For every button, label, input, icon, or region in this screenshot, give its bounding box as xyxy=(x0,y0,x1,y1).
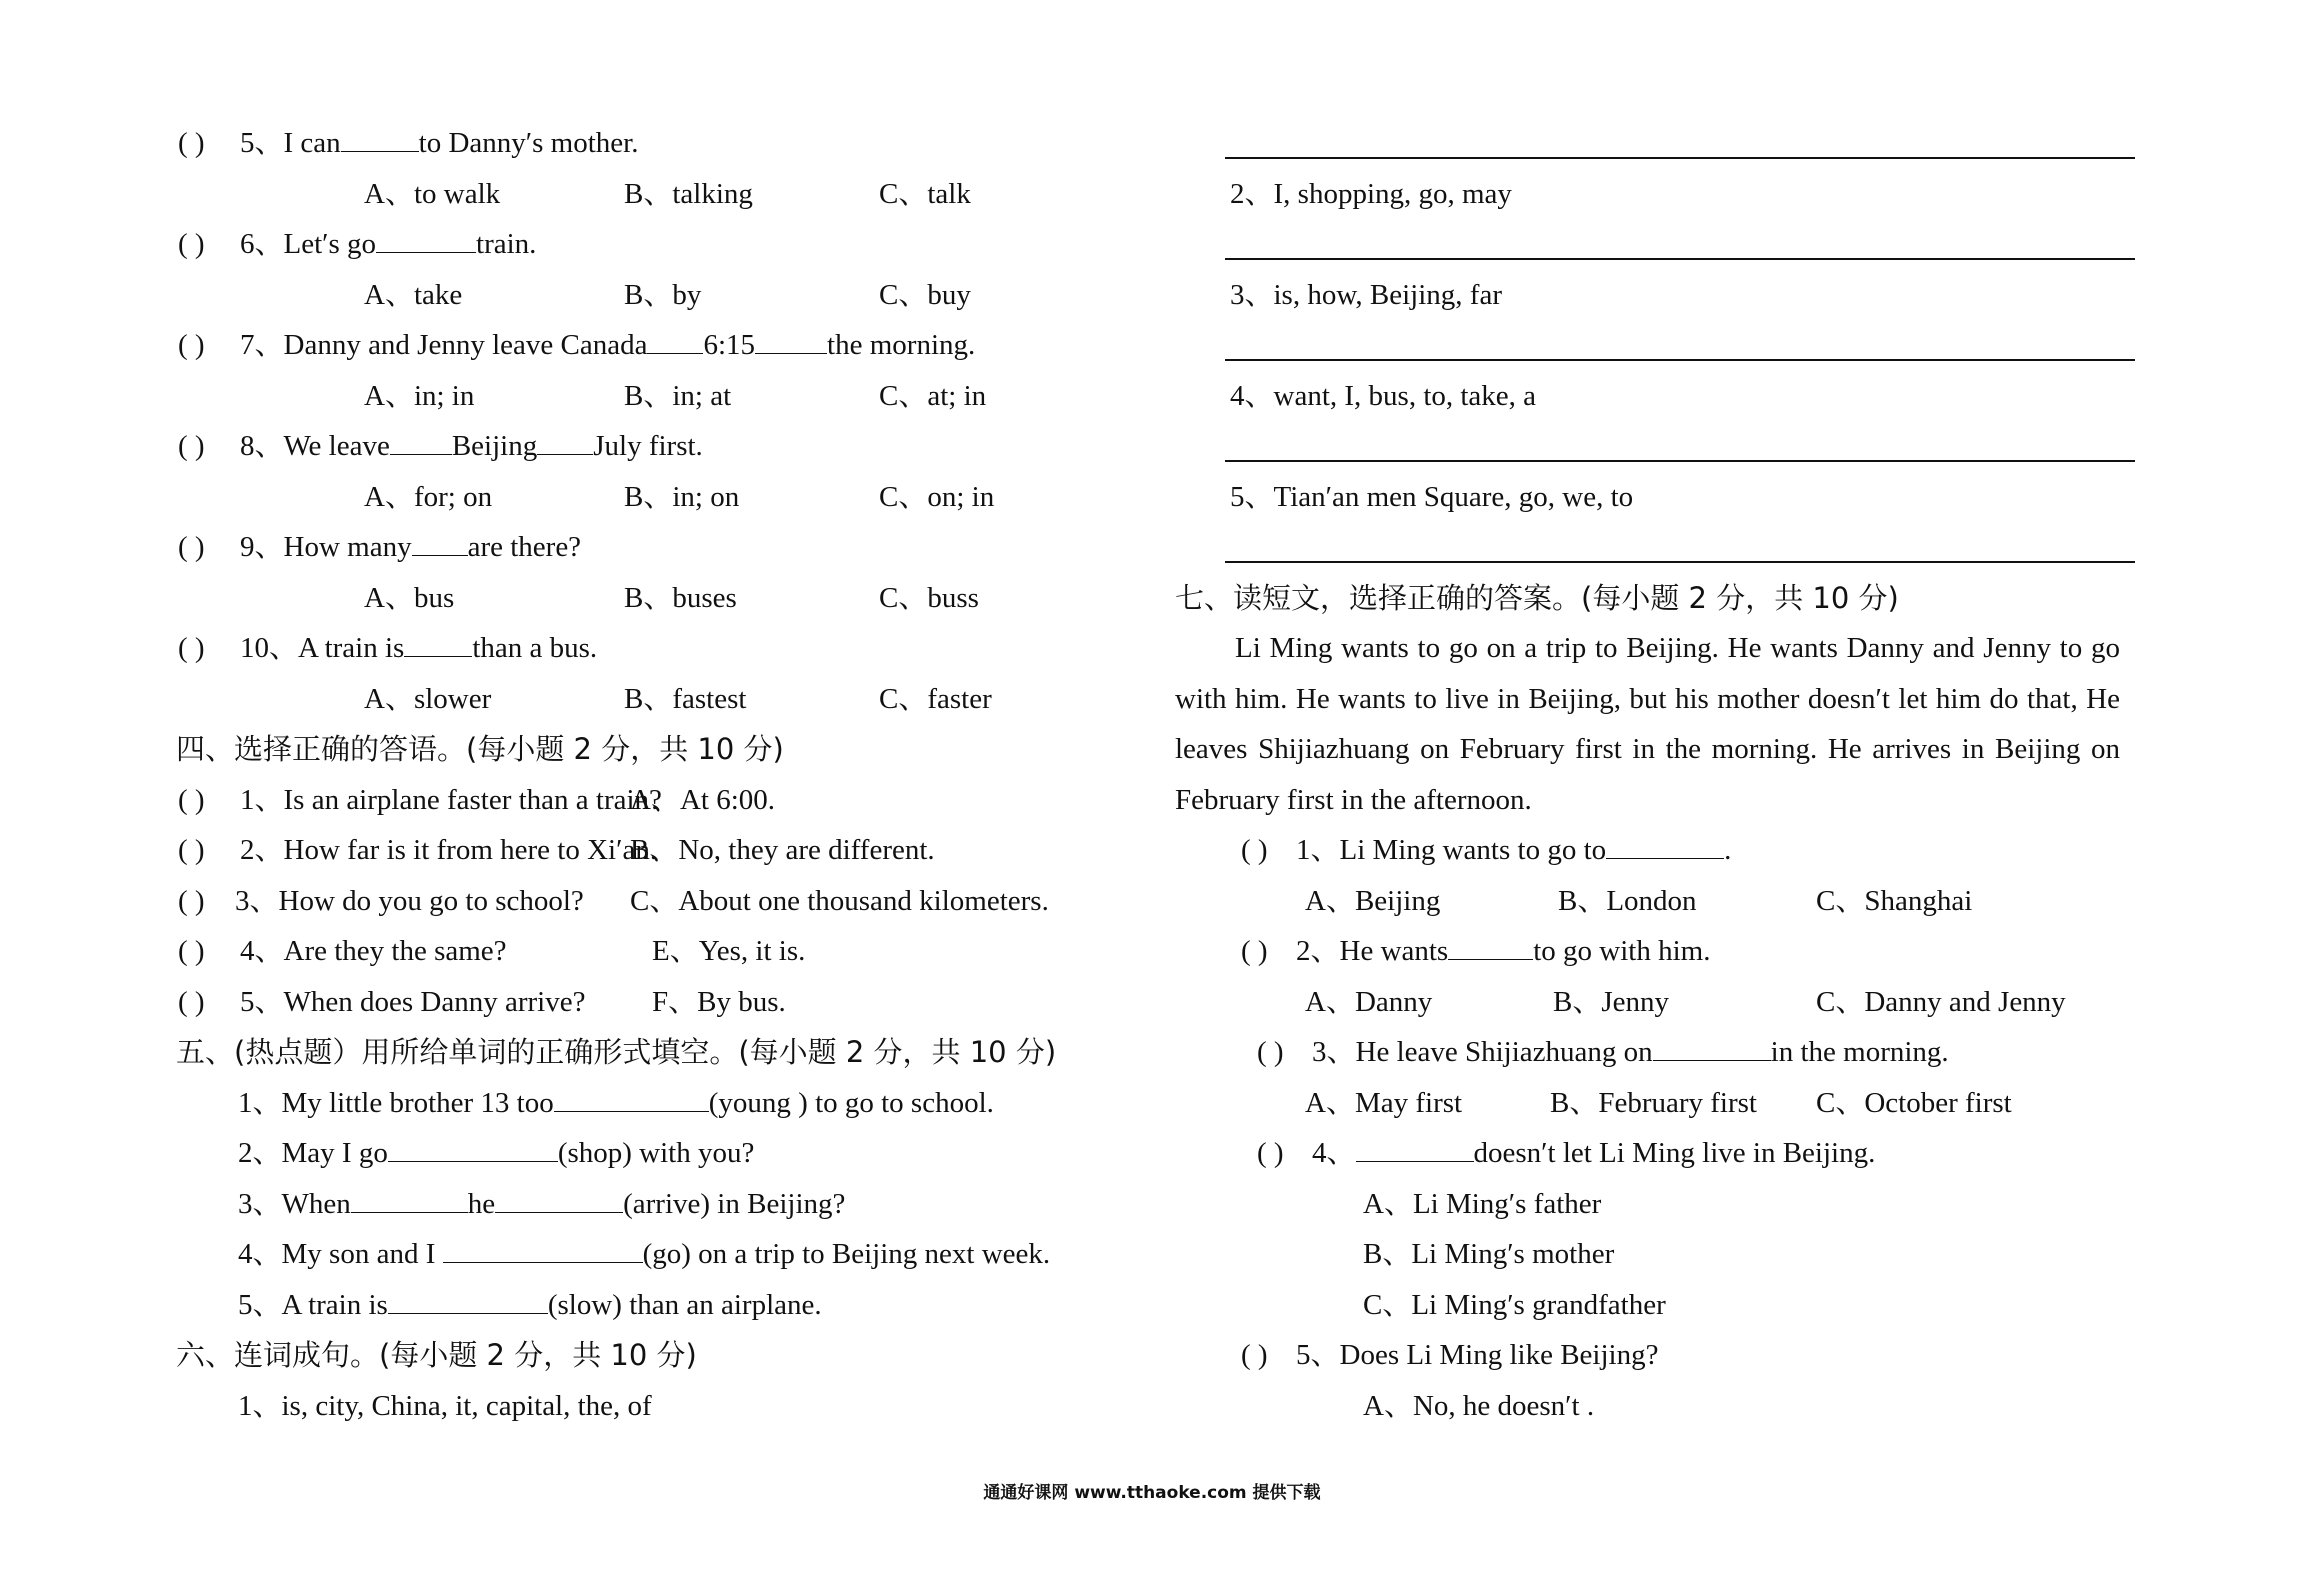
fill-line: 1、My little brother 13 too (young ) to go to school. xyxy=(178,1078,1138,1129)
question-line: ( ) 8、We leave Beijing July first. xyxy=(178,421,1138,472)
right-column xyxy=(1175,118,2135,1431)
reorder-line: 3、is, how, Beijing, far xyxy=(1230,278,1502,311)
answer-paren[interactable]: ( ) xyxy=(178,531,205,563)
matching-line: ( ) 3、How do you go to school? C、About one thousand kilometers. xyxy=(178,876,1138,927)
section-heading: 六、连词成句。(每小题 2 分，共 10 分) xyxy=(176,1338,697,1372)
matching-line: ( ) 5、When does Danny arrive? F、By bus. xyxy=(178,977,1138,1028)
question-line: ( ) 7、Danny and Jenny leave Canada 6:15 the morning. xyxy=(178,320,1138,371)
option-line: A、No, he doesn′t . xyxy=(1363,1389,1595,1422)
blank[interactable] xyxy=(1356,1131,1474,1162)
blank[interactable] xyxy=(351,1182,468,1213)
answer-paren[interactable]: ( ) xyxy=(1257,1036,1284,1068)
answer-paren[interactable]: ( ) xyxy=(178,329,205,361)
reading-passage: Li Ming wants to go on a trip to Beijing. He wants Danny and Jenny to go with him. He wants to live in Beijing, but his mother doesn′t let him do that, He leaves Shijiazhuang on February first in the morning. He arrives in Beijing on February first in the afternoon. xyxy=(1175,632,2120,816)
footer-credit: 通通好课网 www.tthaoke.com 提供下载 xyxy=(983,1483,1321,1503)
blank[interactable] xyxy=(1653,1030,1771,1061)
answer-paren[interactable]: ( ) xyxy=(178,783,205,816)
blank[interactable] xyxy=(390,424,452,455)
options-line: A、take B、by C、buy xyxy=(364,278,971,311)
section-heading: 四、选择正确的答语。(每小题 2 分，共 10 分) xyxy=(176,732,784,766)
answer-paren[interactable]: ( ) xyxy=(178,884,205,917)
fill-line: 4、My son and I (go) on a trip to Beijing next week. xyxy=(178,1229,1138,1280)
matching-line: ( ) 4、Are they the same? E、Yes, it is. xyxy=(178,926,1138,977)
blank[interactable] xyxy=(341,121,419,152)
option-line: A、Li Ming′s father xyxy=(1363,1187,1602,1220)
reorder-line: 1、is, city, China, it, capital, the, of xyxy=(238,1389,652,1422)
options-line: A、bus B、buses C、buss xyxy=(364,581,979,614)
answer-line[interactable] xyxy=(1175,522,2135,573)
reorder-line: 4、want, I, bus, to, take, a xyxy=(1230,379,1537,412)
blank[interactable] xyxy=(412,525,468,556)
options-line: A、May first B、February first C、October first xyxy=(1305,1086,2012,1119)
answer-line[interactable] xyxy=(1175,320,2135,371)
options-line: A、Beijing B、London C、Shanghai xyxy=(1305,884,1973,917)
answer-line[interactable] xyxy=(1175,421,2135,472)
options-line: A、Danny B、Jenny C、Danny and Jenny xyxy=(1305,985,2066,1018)
answer-paren[interactable]: ( ) xyxy=(178,228,205,260)
blank[interactable] xyxy=(1606,828,1724,859)
answer-paren[interactable]: ( ) xyxy=(1241,834,1268,866)
blank[interactable] xyxy=(647,323,703,354)
reorder-line: 2、I, shopping, go, may xyxy=(1230,177,1512,210)
question-line: ( ) 1、Li Ming wants to go to . xyxy=(1175,825,2135,876)
answer-paren[interactable]: ( ) xyxy=(1241,1339,1268,1371)
matching-line: ( ) 2、How far is it from here to Xi′an.B、No, they are different. xyxy=(178,825,1138,876)
question-line: ( ) 5、I can to Danny′s mother. xyxy=(178,118,1138,169)
question-line: ( ) 6、Let′s go train. xyxy=(178,219,1138,270)
answer-line[interactable] xyxy=(1175,118,2135,169)
blank[interactable] xyxy=(755,323,827,354)
fill-line: 2、May I go (shop) with you? xyxy=(178,1128,1138,1179)
question-line: ( ) 3、He leave Shijiazhuang on in the morning. xyxy=(1175,1027,2135,1078)
section-heading: 五、(热点题）用所给单词的正确形式填空。(每小题 2 分，共 10 分) xyxy=(176,1035,1057,1069)
question-line: ( ) 9、How many are there? xyxy=(178,522,1138,573)
fill-line: 3、When he (arrive) in Beijing? xyxy=(178,1179,1138,1230)
fill-line: 5、A train is (slow) than an airplane. xyxy=(178,1280,1138,1331)
blank[interactable] xyxy=(388,1131,558,1162)
question-line: ( ) 4、 doesn′t let Li Ming live in Beijing. xyxy=(1175,1128,2135,1179)
option-line: B、Li Ming′s mother xyxy=(1363,1238,1615,1270)
options-line: A、in; in B、in; at C、at; in xyxy=(364,379,987,412)
answer-paren[interactable]: ( ) xyxy=(178,834,205,866)
blank[interactable] xyxy=(554,1081,709,1112)
answer-paren[interactable]: ( ) xyxy=(178,430,205,462)
answer-paren[interactable]: ( ) xyxy=(178,632,205,664)
blank[interactable] xyxy=(495,1182,623,1213)
answer-paren[interactable]: ( ) xyxy=(178,127,205,159)
options-line: A、slower B、fastest C、faster xyxy=(364,682,992,715)
section-heading: 七、读短文，选择正确的答案。(每小题 2 分，共 10 分) xyxy=(1175,580,1899,615)
blank[interactable] xyxy=(1448,929,1533,960)
reorder-line: 5、Tian′an men Square, go, we, to xyxy=(1230,480,1634,513)
left-column xyxy=(178,118,1138,1431)
answer-paren[interactable]: ( ) xyxy=(178,985,205,1018)
blank[interactable] xyxy=(388,1283,548,1314)
matching-line: ( ) 1、Is an airplane faster than a train?A、At 6:00. xyxy=(178,775,1138,826)
answer-paren[interactable]: ( ) xyxy=(178,935,205,967)
option-line: C、Li Ming′s grandfather xyxy=(1363,1288,1666,1321)
question-line: ( ) 2、He wants to go with him. xyxy=(1175,926,2135,977)
blank[interactable] xyxy=(537,424,593,455)
blank[interactable] xyxy=(376,222,476,253)
answer-paren[interactable]: ( ) xyxy=(1257,1137,1284,1169)
options-line: A、to walk B、talking C、talk xyxy=(364,177,971,210)
question-line: ( ) 10、A train is than a bus. xyxy=(178,623,1138,674)
blank[interactable] xyxy=(404,626,472,657)
answer-line[interactable] xyxy=(1175,219,2135,270)
question-line: ( ) 5、Does Li Ming like Beijing? xyxy=(1175,1330,2135,1381)
answer-paren[interactable]: ( ) xyxy=(1241,935,1268,967)
options-line: A、for; on B、in; on C、on; in xyxy=(364,480,995,513)
blank[interactable] xyxy=(443,1232,643,1263)
